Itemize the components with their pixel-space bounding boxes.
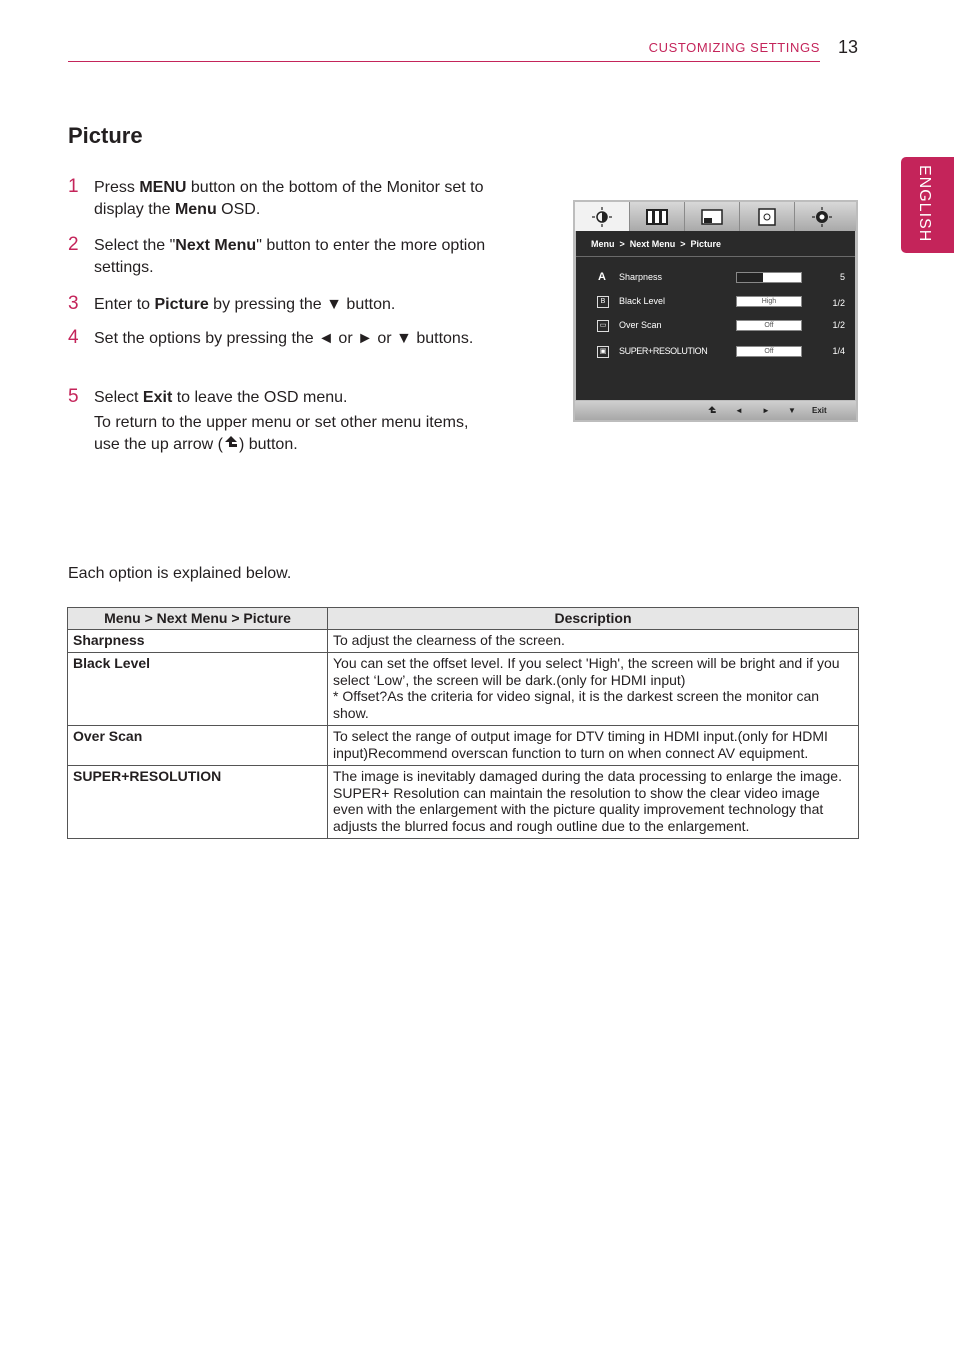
- explain-text: Each option is explained below.: [68, 565, 292, 582]
- step-5: [68, 387, 488, 409]
- osd-row-value: 1/2: [832, 320, 845, 330]
- step-3: [68, 294, 488, 316]
- step-number: 5: [68, 386, 79, 407]
- osd-exit-button: Exit: [812, 406, 827, 415]
- step-text: Select the "Next Menu" button to enter the more option settings.: [94, 237, 486, 276]
- table-row: [68, 766, 859, 839]
- option-description: You can set the offset level. If you select 'High', the screen will be bright and if you select ‘Low’, the screen will be dark.(only for HDMI input) * Offset?As the criteria for video signal, it is the darkest screen the monitor can show.: [328, 653, 859, 726]
- osd-row-label: Sharpness: [619, 272, 663, 282]
- osd-tab-disc: [740, 202, 795, 231]
- language-tab: [901, 157, 954, 253]
- osd-row-value: 1/2: [832, 298, 845, 308]
- table-row: [68, 629, 859, 653]
- osd-row-label: Over Scan: [619, 320, 662, 330]
- step-number: 2: [68, 234, 79, 255]
- ratio-icon: [646, 209, 668, 225]
- language-tab-label: ENGLISH: [916, 165, 933, 243]
- osd-breadcrumb: Menu > Next Menu > Picture: [591, 239, 722, 249]
- step-number: 1: [68, 176, 79, 197]
- osd-value-box: High: [736, 296, 802, 307]
- step-number: 3: [68, 293, 79, 314]
- page-number: 13: [838, 37, 859, 57]
- step-text: Set the options by pressing the ◄ or ► or ▼ buttons.: [94, 330, 474, 347]
- table-header-description: Description: [328, 608, 859, 630]
- osd-level-fill: [737, 273, 763, 282]
- osd-row-black-level: [576, 295, 855, 311]
- black-level-icon: B: [597, 296, 609, 308]
- header-rule: [68, 61, 820, 62]
- super-resolution-icon: ▣: [597, 346, 609, 358]
- over-scan-icon: ▭: [597, 320, 609, 332]
- osd-panel: [576, 231, 855, 400]
- section-title: Picture: [68, 123, 143, 148]
- option-description: To select the range of output image for DTV timing in HDMI input.(only for HDMI input)Recommend overscan function to turn on when connect AV equipment.: [328, 726, 859, 766]
- osd-row-value: 1/4: [832, 346, 845, 356]
- image-icon: [701, 209, 723, 225]
- osd-row-value: 5: [839, 272, 845, 282]
- step-number: 4: [68, 327, 79, 348]
- table-header-menu: Menu > Next Menu > Picture: [68, 608, 328, 630]
- step-text: Select Exit to leave the OSD menu.: [94, 389, 348, 406]
- up-arrow-icon: [223, 435, 239, 451]
- option-name: Over Scan: [68, 726, 328, 766]
- osd-tab-bar: [575, 202, 856, 231]
- step-4: [68, 328, 488, 350]
- brightness-icon: [592, 207, 612, 227]
- osd-divider: [576, 256, 855, 257]
- osd-row-label: Black Level: [619, 296, 666, 306]
- option-name: Black Level: [68, 653, 328, 726]
- osd-screenshot: [573, 200, 858, 422]
- disc-icon: [758, 208, 776, 226]
- osd-row-sharpness: [576, 271, 855, 287]
- options-table: [67, 607, 859, 839]
- header-section-title: CUSTOMIZING SETTINGS: [648, 40, 820, 55]
- osd-tab-settings: [795, 202, 849, 231]
- return-note: To return to the upper menu or set other menu items, use the up arrow ( ) button.: [94, 414, 469, 453]
- table-header-row: [68, 608, 859, 630]
- osd-tab-picture: [575, 202, 630, 231]
- step-2: [68, 235, 488, 279]
- osd-value-box: Off: [736, 346, 802, 357]
- osd-down-button: ▼: [788, 406, 796, 415]
- table-row: [68, 726, 859, 766]
- osd-row-label: SUPER+RESOLUTION: [619, 346, 708, 356]
- osd-tab-image: [685, 202, 740, 231]
- osd-row-super-resolution: [576, 345, 855, 361]
- osd-value-box: Off: [736, 320, 802, 331]
- step-text: Press MENU button on the bottom of the Monitor set to display the Menu OSD.: [94, 179, 484, 218]
- option-description: The image is inevitably damaged during the data processing to enlarge the image. SUPER+ Resolution can maintain the resolution to show the clear video image even with the enlargement with the picture quality improvement technology that adjusts the blurred focus and rough outline due to the enlargement.: [328, 766, 859, 839]
- gear-icon: [811, 207, 833, 227]
- table-row: [68, 653, 859, 726]
- osd-level-bar: [736, 272, 802, 283]
- osd-right-button: ►: [762, 406, 770, 415]
- step-text: Enter to Picture by pressing the ▼ button.: [94, 296, 396, 313]
- osd-footer: [575, 401, 856, 420]
- osd-row-over-scan: [576, 319, 855, 335]
- up-arrow-icon: [707, 405, 717, 416]
- option-description: To adjust the clearness of the screen.: [328, 629, 859, 653]
- option-name: Sharpness: [68, 629, 328, 653]
- sharpness-icon: A: [598, 271, 606, 283]
- option-name: SUPER+RESOLUTION: [68, 766, 328, 839]
- osd-tab-ratio: [630, 202, 685, 231]
- step-1: [68, 177, 488, 221]
- osd-left-button: ◄: [735, 406, 743, 415]
